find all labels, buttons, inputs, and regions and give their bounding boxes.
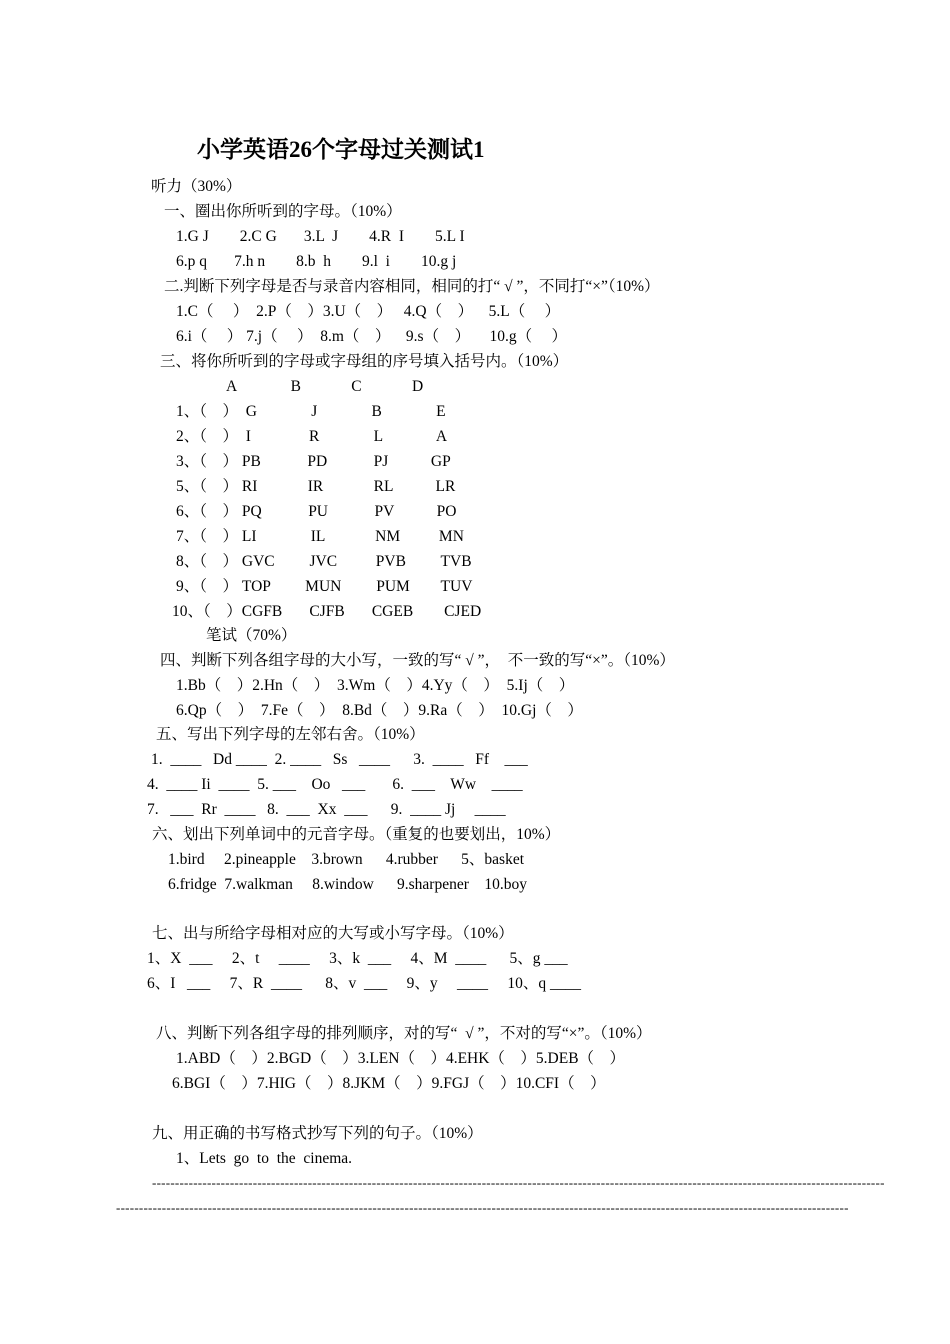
section-3-heading: 三、将你所听到的字母或字母组的序号填入括号内。（10%） xyxy=(160,353,569,370)
page-title: 小学英语26个字母过关测试1 xyxy=(197,137,485,162)
section-4-row: 6.Qp（ ） 7.Fe（ ） 8.Bd（ ）9.Ra（ ） 10.Gj（ ） xyxy=(176,702,583,719)
section-3-row: 7、（ ） LI IL NM MN xyxy=(176,528,464,545)
section-9-sentence: 1、Lets go to the cinema. xyxy=(176,1150,353,1167)
section-8-heading: 八、判断下列各组字母的排列顺序，对的写“ √ ”，不对的写“×”。（10%） xyxy=(156,1025,652,1042)
section-4-row: 1.Bb（ ）2.Hn（ ） 3.Wm（ ）4.Yy（ ） 5.Ij（ ） xyxy=(176,677,575,694)
section-2-heading: 二.判断下列字母是否与录音内容相同，相同的打“ √ ”，不同打“×”（10%） xyxy=(164,278,660,295)
section-3-row: 9、（ ） TOP MUN PUM TUV xyxy=(176,578,473,595)
section-3-columns: A B C D xyxy=(226,378,424,395)
section-8-row: 1.ABD（ ）2.BGD（ ）3.LEN（ ）4.EHK（ ）5.DEB（ ） xyxy=(176,1050,626,1067)
section-6-heading: 六、划出下列单词中的元音字母。（重复的也要划出，10%） xyxy=(152,826,561,843)
section-8-row: 6.BGI（ ）7.HIG（ ）8.JKM（ ）9.FGJ（ ）10.CFI（ ） xyxy=(172,1075,606,1092)
section-1-row: 6.p q 7.h n 8.b h 9.l i 10.g j xyxy=(176,253,457,270)
section-1-row: 1.G J 2.C G 3.L J 4.R I 5.L I xyxy=(176,228,465,245)
section-4-heading: 四、判断下列各组字母的大小写，一致的写“ √ ”， 不一致的写“×”。（10%） xyxy=(160,652,675,669)
section-3-row: 6、（ ） PQ PU PV PO xyxy=(176,503,457,520)
section-3-row: 3、（ ） PB PD PJ GP xyxy=(176,453,451,470)
section-3-row: 8、（ ） GVC JVC PVB TVB xyxy=(176,553,472,570)
section-1-heading: 一、圈出你所听到的字母。（10%） xyxy=(164,203,402,220)
section-6-row: 6.fridge 7.walkman 8.window 9.sharpener 10.boy xyxy=(168,876,528,893)
section-6-row: 1.bird 2.pineapple 3.brown 4.rubber 5、basket xyxy=(168,851,525,868)
section-2-row: 1.C（ ） 2.P（ ）3.U（ ） 4.Q（ ） 5.L（ ） xyxy=(176,303,561,320)
section-3-row: 10、（ ）CGFB CJFB CGEB CJED xyxy=(172,603,482,620)
section-5-row: 7. ___ Rr ____ 8. ___ Xx ___ 9. ____ Jj ____ xyxy=(147,801,506,818)
section-7-row: 1、X ___ 2、t ____ 3、k ___ 4、M ____ 5、g ___ xyxy=(147,950,568,967)
section-5-heading: 五、写出下列字母的左邻右舍。（10%） xyxy=(156,726,425,743)
section-2-row: 6.i（ ） 7.j（ ） 8.m（ ） 9.s（ ） 10.g（ ） xyxy=(176,328,567,345)
section-3-row: 1、（ ） G J B E xyxy=(176,403,446,420)
listening-header: 听力（30%） xyxy=(151,178,242,195)
writing-line: ---------------------------------------------------------------------------------------------------------------------------------------------------------------- xyxy=(152,1175,885,1190)
section-7-heading: 七、出与所给字母相对应的大写或小写字母。（10%） xyxy=(152,925,514,942)
section-5-row: 1. ____ Dd ____ 2. ____ Ss ____ 3. ____ Ff ___ xyxy=(151,751,528,768)
written-header: 笔试（70%） xyxy=(206,627,297,644)
section-5-row: 4. ____ Ii ____ 5. ___ Oo ___ 6. ___ Ww ____ xyxy=(147,776,523,793)
writing-line: ---------------------------------------------------------------------------------------------------------------------------------------------------------------- xyxy=(116,1200,849,1215)
section-9-heading: 九、用正确的书写格式抄写下列的句子。（10%） xyxy=(152,1125,483,1142)
section-3-row: 2、（ ） I R L A xyxy=(176,428,448,445)
section-3-row: 5、（ ） RI IR RL LR xyxy=(176,478,456,495)
section-7-row: 6、I ___ 7、R ____ 8、v ___ 9、y ____ 10、q ____ xyxy=(147,975,582,992)
